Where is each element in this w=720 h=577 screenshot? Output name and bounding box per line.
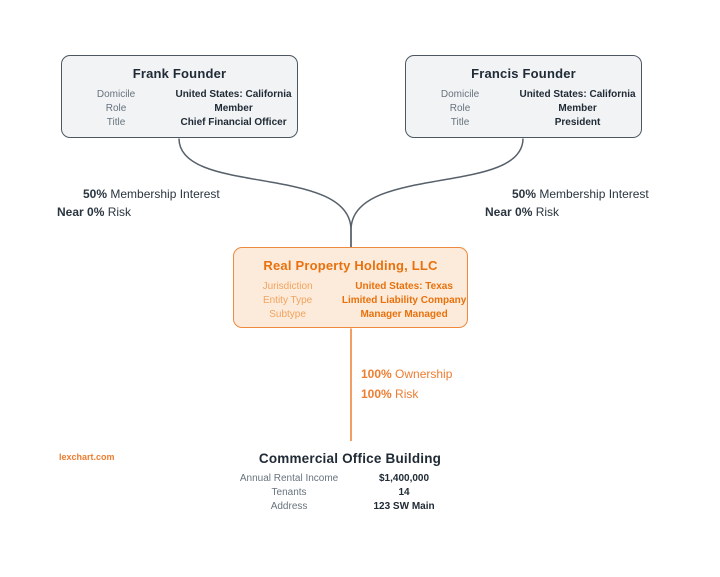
attribute-value: United States: California [519,89,636,100]
attribute-label: Role [449,103,471,114]
attribute-label: Address [270,501,308,512]
edge-label-text: Membership Interest [536,187,649,201]
entity-attributes [406,88,641,130]
attribute-value: Manager Managed [360,309,448,320]
edge-label-percent: 50% [512,187,537,201]
attribute-label: Tenants [271,487,307,498]
entity-card-francis-founder [405,55,642,138]
attribute-row [234,308,467,322]
attribute-label: Subtype [269,309,306,320]
attribute-value: 123 SW Main [373,501,435,512]
edge-label-text: Membership Interest [107,187,220,201]
attribute-value: Member [214,103,253,114]
attribute-label: Title [450,117,470,128]
entity-title: Real Property Holding, LLC [263,258,438,273]
edge-label-percent: 100% [361,367,392,381]
entity-attributes [234,280,467,322]
attribute-label: Domicile [96,89,136,100]
entity-node-commercial-office-building [235,449,465,514]
attribute-row [406,116,641,130]
edge-label-text: Ownership [391,367,453,381]
edge-label-percent: Near 0% [57,205,105,219]
attribute-row [62,102,297,116]
attribute-label: Title [106,117,126,128]
edge-label-right-risk [485,205,559,219]
attribute-row [235,486,465,500]
attribute-value: Member [558,103,597,114]
edge-label-text: Risk [104,205,132,219]
attribute-label: Entity Type [262,295,313,306]
edge-line-francis-to-holding [351,139,523,248]
entity-title: Francis Founder [471,66,576,81]
attribute-label: Domicile [440,89,480,100]
entity-title: Frank Founder [132,66,227,81]
attribute-value: Chief Financial Officer [180,117,287,128]
edge-label-percent: 50% [83,187,108,201]
attribute-row [406,102,641,116]
edge-label-text: Risk [532,205,560,219]
edge-label-text: Risk [391,387,419,401]
attribute-label: Jurisdiction [262,281,313,292]
attribute-row [406,88,641,102]
attribute-row [235,500,465,514]
attribute-row [62,88,297,102]
attribute-label: Annual Rental Income [239,473,339,484]
attribute-row [234,280,467,294]
edge-label-ownership [361,367,452,381]
edge-label-right-membership-interest [512,187,649,201]
attribute-row [62,116,297,130]
edge-label-left-membership-interest [83,187,220,201]
attribute-value: President [554,117,601,128]
edge-label-ownership-risk [361,387,418,401]
attribute-row [235,472,465,486]
entity-attributes [62,88,297,130]
attribute-label: Role [105,103,127,114]
edge-label-left-risk [57,205,131,219]
edge-label-percent: Near 0% [485,205,533,219]
attribute-value: $1,400,000 [379,473,430,484]
attribute-value: United States: California [175,89,292,100]
edge-label-percent: 100% [361,387,392,401]
entity-attributes [235,472,465,514]
lexchart-watermark-link[interactable]: lexchart.com [59,452,115,462]
entity-card-real-property-holding [233,247,468,328]
entity-title: Commercial Office Building [258,451,442,466]
entity-card-frank-founder [61,55,298,138]
attribute-value: United States: Texas [355,281,453,292]
attribute-value: 14 [398,487,410,498]
attribute-row [234,294,467,308]
attribute-value: Limited Liability Company [341,295,467,306]
